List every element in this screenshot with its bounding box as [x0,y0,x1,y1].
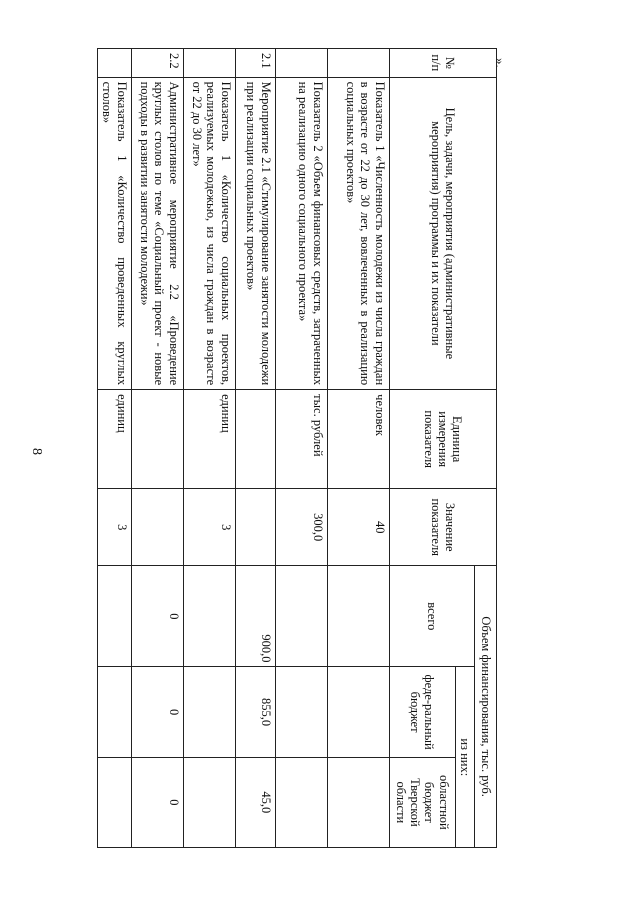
row-federal [97,667,131,757]
row-text: Показатель 1 «Количество проведенных круглых столов» [97,77,131,390]
row-total: 900,0 [235,566,275,667]
header-of-which: из них: [455,667,474,848]
row-value [131,489,183,566]
row-unit: единиц [97,390,131,489]
header-goal: Цель, задачи, мероприятия (административные мероприятия) программы и их показатели [389,77,496,390]
row-text: Показатель 1 «Количество социальных проектов, реализуемых молодежью, из числа граждан в возрасте от 22 до 30 лет» [183,77,235,390]
table-row [131,49,183,848]
row-text: Показатель 2 «Объем финансовых средств, затраченных на реализацию одного социального проекта» [275,77,327,390]
row-federal [183,667,235,757]
row-value: 40 [327,489,389,566]
row-regional [275,757,327,847]
header-federal: феде-ральный бюджет [389,667,455,757]
row-value: 3 [183,489,235,566]
row-federal: 855,0 [235,667,275,757]
row-unit [235,390,275,489]
row-total [97,566,131,667]
row-text: Показатель 1 «Численность молодежи из числа граждан в возрасте от 22 до 30 лет, вовлеченных в реализацию социальных проектов» [327,77,389,390]
funding-table [97,48,497,848]
row-unit [131,390,183,489]
row-total: 0 [131,566,183,667]
row-text: Мероприятие 2.1 «Стимулирование занятости молодежи при реализации социальных проектов» [235,77,275,390]
row-total [275,566,327,667]
header-regional: областной бюджет Тверской области [389,757,455,847]
header-unit: Единица измерения показателя [389,390,496,489]
header-num: № п/п [389,49,496,78]
header-total: всего [389,566,474,667]
page-number: 8 [29,448,44,455]
table-row [327,49,389,848]
row-unit: единиц [183,390,235,489]
row-num: 2.2 [131,49,183,78]
row-regional [327,757,389,847]
row-num: 2.1 [235,49,275,78]
row-federal [327,667,389,757]
table-row [235,49,275,848]
row-num [97,49,131,78]
header-funding: Объем финансирования, тыс. руб. [475,566,497,848]
row-text: Административное мероприятие 2.2 «Проведение круглых столов по теме «Социальный проект - новые подходы в развитии занятости молодежи» [131,77,183,390]
row-unit: человек [327,390,389,489]
row-num [183,49,235,78]
row-value: 3 [97,489,131,566]
row-unit: тыс. рублей [275,390,327,489]
row-regional: 0 [131,757,183,847]
closing-quote-mark: ». [493,58,508,68]
row-regional: 45,0 [235,757,275,847]
row-num [327,49,389,78]
row-federal [275,667,327,757]
row-value: 300,0 [275,489,327,566]
row-num [275,49,327,78]
rotated-table-wrapper [97,48,497,848]
row-total [183,566,235,667]
table-row [97,49,131,848]
table-row [183,49,235,848]
row-value [235,489,275,566]
row-regional [183,757,235,847]
table-row [275,49,327,848]
row-federal: 0 [131,667,183,757]
row-total [327,566,389,667]
row-regional [97,757,131,847]
header-value: Значение показателя [389,489,496,566]
